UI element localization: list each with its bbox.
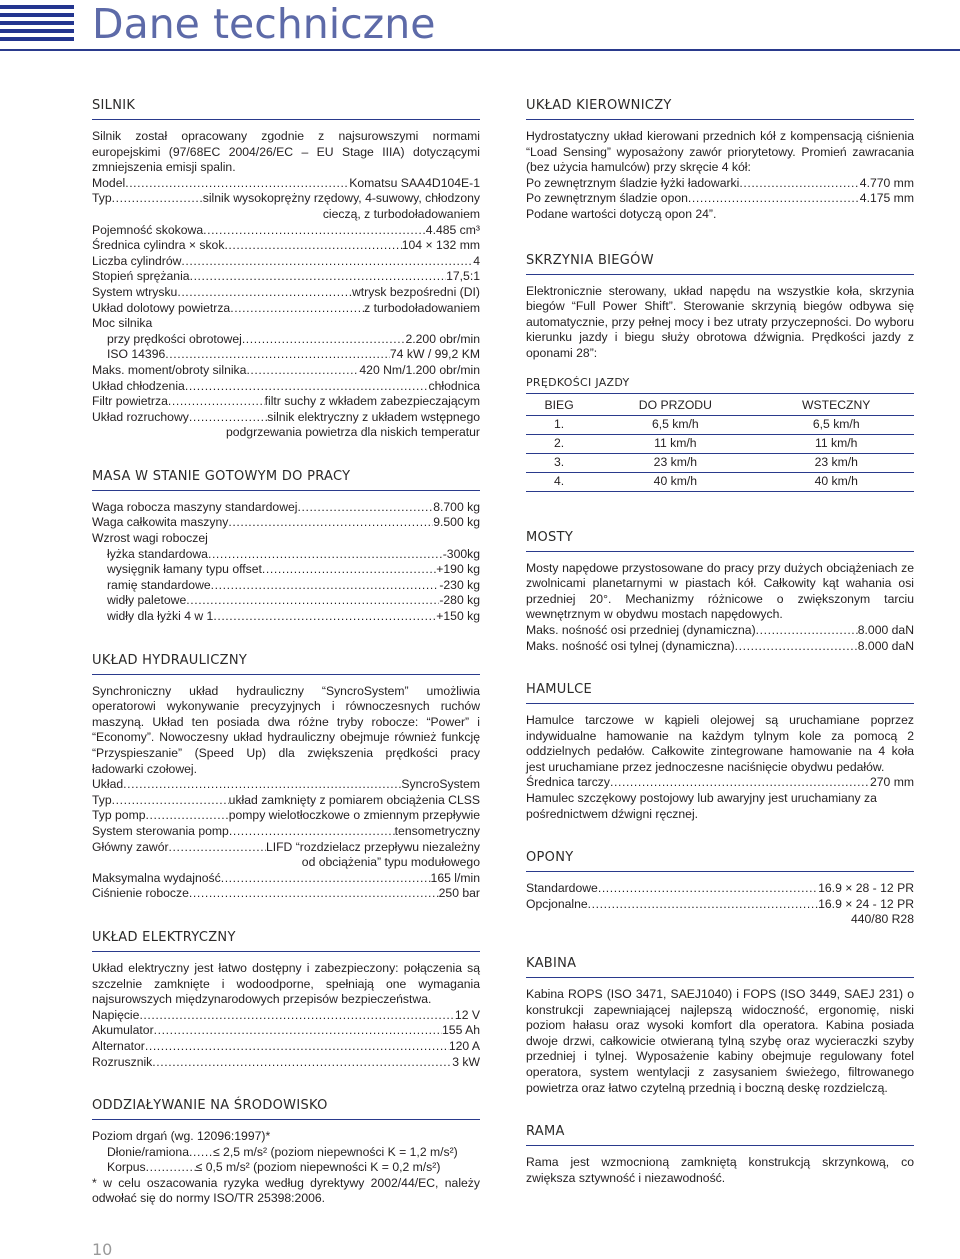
spec-row: Alternator ..... 120 A [92, 1039, 480, 1055]
spec-row: Liczba cylindrów ..... 4 [92, 254, 480, 270]
spec-row: Typ ..... silnik wysokoprężny rzędowy, 4-suwowy, chłodzony [92, 191, 480, 207]
spec-row: Pojemność skokowa ..... 4.485 cm³ [92, 223, 480, 239]
spec-row: Maks. nośność osi tylnej (dynamiczna) ..... 8.000 daN [526, 639, 914, 655]
spec-row: przy prędkości obrotowej ..... 2.200 obr/min [92, 332, 480, 348]
column-header: BIEG [526, 397, 592, 416]
table-row [526, 453, 914, 472]
spec-row-continuation: 440/80 R28 [850, 912, 914, 927]
spec-row: Typ ..... układ zamknięty z pomiarem obciążenia CLSS [92, 793, 480, 809]
spec-row: System wtrysku ..... wtrysk bezpośredni (DI) [92, 285, 480, 301]
spec-row: Akumulator ..... 155 Ah [92, 1023, 480, 1039]
table-cell: 4. [526, 472, 592, 491]
hamulce-note: Hamulec szczękowy postojowy lub awaryjny jest uruchamiany za pośrednictwem dźwigni ręcznej. [526, 791, 877, 821]
table-row [526, 472, 914, 491]
spec-row: Standardowe ..... 16.9 × 28 - 12 PR [526, 881, 914, 897]
page-number: 10 [92, 1240, 113, 1259]
spec-row-continuation: od obciążenia” typu modułowego [301, 855, 480, 870]
kierowniczy-intro: Hydrostatyczny układ kierowani przednich kół z kompensacją ciśnienia “Load Sensing” wyposażony zawór priorytetowy. Promień zawracania (bez użycia hamulców) przy skręcie 4 kół: [526, 129, 914, 175]
spec-row: Waga robocza maszyny standardowej ..... 8.700 kg [92, 500, 480, 516]
right-column [526, 98, 914, 1186]
spec-label: Wzrost wagi roboczej [92, 531, 208, 546]
spec-row: Rozrusznik ..... 3 kW [92, 1055, 480, 1071]
spec-label: Moc silnika [92, 316, 153, 331]
header-rule [0, 49, 960, 51]
spec-row: Dłonie/ramiona ..... ≤ 2,5 m/s² (poziom niepewności K = 1,2 m/s²) [92, 1145, 480, 1161]
rama-intro: Rama jest wzmocnioną zamkniętą konstrukcją skrzynkową, co zwiększa sztywność i niezawodność. [526, 1155, 914, 1185]
column-header: WSTECZNY [758, 397, 914, 416]
spec-row: Średnica cylindra × skok ..... 104 × 132 mm [92, 238, 480, 254]
section-heading-kabina: KABINA [526, 956, 914, 978]
section-heading-hydraulika: UKŁAD HYDRAULICZNY [92, 653, 480, 675]
left-column [92, 98, 480, 1207]
spec-row: Stopień sprężania ..... 17,5:1 [92, 269, 480, 285]
spec-row: łyżka standardowa ..... -300kg [92, 547, 480, 563]
spec-row: Napięcie ..... 12 V [92, 1008, 480, 1024]
spec-label: Poziom drgań (wg. 12096:1997)* [92, 1129, 271, 1144]
section-heading-kierowniczy: UKŁAD KIEROWNICZY [526, 98, 914, 120]
column-header: DO PRZODU [592, 397, 758, 416]
spec-row: ramię standardowe ..... -230 kg [92, 578, 480, 594]
spec-row: Filtr powietrza ..... filtr suchy z wkładem zabezpieczającym [92, 394, 480, 410]
mosty-intro: Mosty napędowe przystosowane do pracy przy dużych obciążeniach ze zwolnicami planetarnymi w piastach kół. Całkowity kąt wahania osi przedniej 20°. Mechanizmy różnicowe o zwiększonym tarciu wewnętrznym w obydwu mostach napędowych. [526, 560, 914, 622]
spec-row: Maksymalna wydajność ..... 165 l/min [92, 871, 480, 887]
spec-row: widły dla łyżki 4 w 1 ..... +150 kg [92, 609, 480, 625]
section-heading-masa: MASA W STANIE GOTOWYM DO PRACY [92, 469, 480, 491]
spec-row: Układ ..... SyncroSystem [92, 777, 480, 793]
spec-row: System sterowania pomp ..... tensometryczny [92, 824, 480, 840]
table-cell: 11 km/h [758, 434, 914, 453]
section-heading-skrzynia: SKRZYNIA BIEGÓW [526, 253, 914, 275]
section-heading-srodowisko: ODDZIAŁYWANIE NA ŚRODOWISKO [92, 1098, 480, 1120]
silnik-intro: Silnik został opracowany zgodnie z najsurowszymi normami europejskimi (97/68EC 2004/26/EC – EU Stage IIIA) dotyczącymi zmniejszenia emisji spalin. [92, 129, 480, 175]
section-heading-rama: RAMA [526, 1124, 914, 1146]
spec-row: Po zewnętrznym śladzie opon ..... 4.175 mm [526, 191, 914, 207]
spec-row: widły paletowe ..... -280 kg [92, 593, 480, 609]
srodowisko-note: * w celu oszacowania ryzyka według dyrektywy 2002/44/EC, należy odwołać się do normy ISO/TR 25398:2006. [92, 1175, 480, 1206]
table-row [526, 415, 914, 434]
spec-row-continuation: podgrzewania powietrza dla niskich temperatur [225, 425, 480, 440]
speed-table-title: PRĘDKOŚCI JAZDY [526, 376, 914, 394]
spec-row: Ciśnienie robocze ..... 250 bar [92, 886, 480, 902]
table-cell: 1. [526, 415, 592, 434]
table-header-row [526, 397, 914, 416]
spec-row: Układ chłodzenia ..... chłodnica [92, 379, 480, 395]
table-cell: 6,5 km/h [592, 415, 758, 434]
speed-table [526, 397, 914, 492]
table-cell: 11 km/h [592, 434, 758, 453]
spec-row: Maks. nośność osi przedniej (dynamiczna) ..... 8.000 daN [526, 623, 914, 639]
table-row [526, 434, 914, 453]
table-cell: 3. [526, 453, 592, 472]
spec-row: Po zewnętrznym śladzie łyżki ładowarki ..... 4.770 mm [526, 176, 914, 192]
section-heading-hamulce: HAMULCE [526, 682, 914, 704]
spec-row: Średnica tarczy ..... 270 mm [526, 775, 914, 791]
table-cell: 40 km/h [758, 472, 914, 491]
skrzynia-intro: Elektronicznie sterowany, układ napędu na wszystkie koła, skrzynia biegów “Full Power Shift”. Sterowanie skrzynią biegów odbywa się automatycznie, przy pełnej mocy i bez utraty przyczepności. Do wyboru kierunku jazdy i biegu służy obrotowa dźwignia. Prędkości jazdy z oponami 28”: [526, 283, 914, 360]
table-cell: 6,5 km/h [758, 415, 914, 434]
spec-row: Model ..... Komatsu SAA4D104E-1 [92, 176, 480, 192]
kierowniczy-note: Podane wartości dotyczą opon 24”. [526, 206, 717, 221]
table-cell: 23 km/h [592, 453, 758, 472]
table-cell: 2. [526, 434, 592, 453]
section-heading-mosty: MOSTY [526, 530, 914, 552]
spec-row: ISO 14396 ..... 74 kW / 99,2 KM [92, 347, 480, 363]
spec-row: Opcjonalne ..... 16.9 × 24 - 12 PR [526, 897, 914, 913]
table-cell: 40 km/h [592, 472, 758, 491]
spec-row: Waga całkowita maszyny ..... 9.500 kg [92, 515, 480, 531]
spec-row: Typ pomp ..... pompy wielotłoczkowe o zmiennym przepływie [92, 808, 480, 824]
section-heading-opony: OPONY [526, 850, 914, 872]
spec-row: Korpus ..... ≤ 0,5 m/s² (poziom niepewności K = 0,2 m/s²) [92, 1160, 480, 1176]
section-heading-elektryka: UKŁAD ELEKTRYCZNY [92, 930, 480, 952]
elektryka-intro: Układ elektryczny jest łatwo dostępny i zabezpieczony: połączenia są szczelnie zamknięte i wodoodporne, spełniają one wymagania najsurowszych międzynarodowych przepisów bezpieczeństwa. [92, 960, 480, 1007]
hamulce-intro: Hamulce tarczowe w kąpieli olejowej są uruchamiane poprzez indywidualne hamowanie na każdym tylnym kole za pomocą 2 oddzielnych pedałów. Całkowite zintegrowane hamowanie na 4 koła jest uruchamiane przez jednoczesne naciśnięcie obydwu pedałów. [526, 713, 914, 774]
page-title: Dane techniczne [92, 0, 436, 48]
section-heading-silnik: SILNIK [92, 98, 480, 120]
spec-row: wysięgnik łamany typu offset ..... +190 kg [92, 562, 480, 578]
spec-row: Główny zawór ..... LIFD “rozdzielacz przepływu niezależny [92, 840, 480, 856]
hydraulika-intro: Synchroniczny układ hydrauliczny “SyncroSystem” umożliwia operatorowi wykonywanie precyzyjnych i równoczesnych ruchów maszyną. Układ ten posiada dwa różne tryby robocze: “Power” i “Economy”. Nowoczesny układ hydrauliczny obejmuje również funkcję “Przyspieszanie” (Speed Up) dla zwiększenia prędkości pracy ładowarki czołowej. [92, 683, 480, 776]
header-stripes-icon [0, 5, 74, 45]
spec-row: Układ dolotowy powietrza ..... z turbodoładowaniem [92, 301, 480, 317]
table-cell: 23 km/h [758, 453, 914, 472]
kabina-intro: Kabina ROPS (ISO 3471, SAEJ1040) i FOPS (ISO 3449, SAEJ 231) o konstrukcji zapewniającej najlepszą widoczność, ergonomię, niski poziom hałasu oraz wysoki komfort dla operatora. Kabina posiada dwoje drzwi, całkowicie otwieraną tylną szybę oraz wycieraczki szyby przedniej i tylnej. Wyposażenie kabiny obejmuje regulowany fotel operatora, system wentylacji z zasysaniem świeżego, filtrowanego powietrza oraz łatwo czytelną przednią i boczną deskę rozdzielczą. [526, 987, 914, 1095]
spec-row: Układ rozruchowy ..... silnik elektryczny z układem wstępnego [92, 410, 480, 426]
spec-row: Maks. moment/obroty silnika ..... 420 Nm/1.200 obr/min [92, 363, 480, 379]
spec-row-continuation: cieczą, z turbodoładowaniem [322, 206, 480, 221]
